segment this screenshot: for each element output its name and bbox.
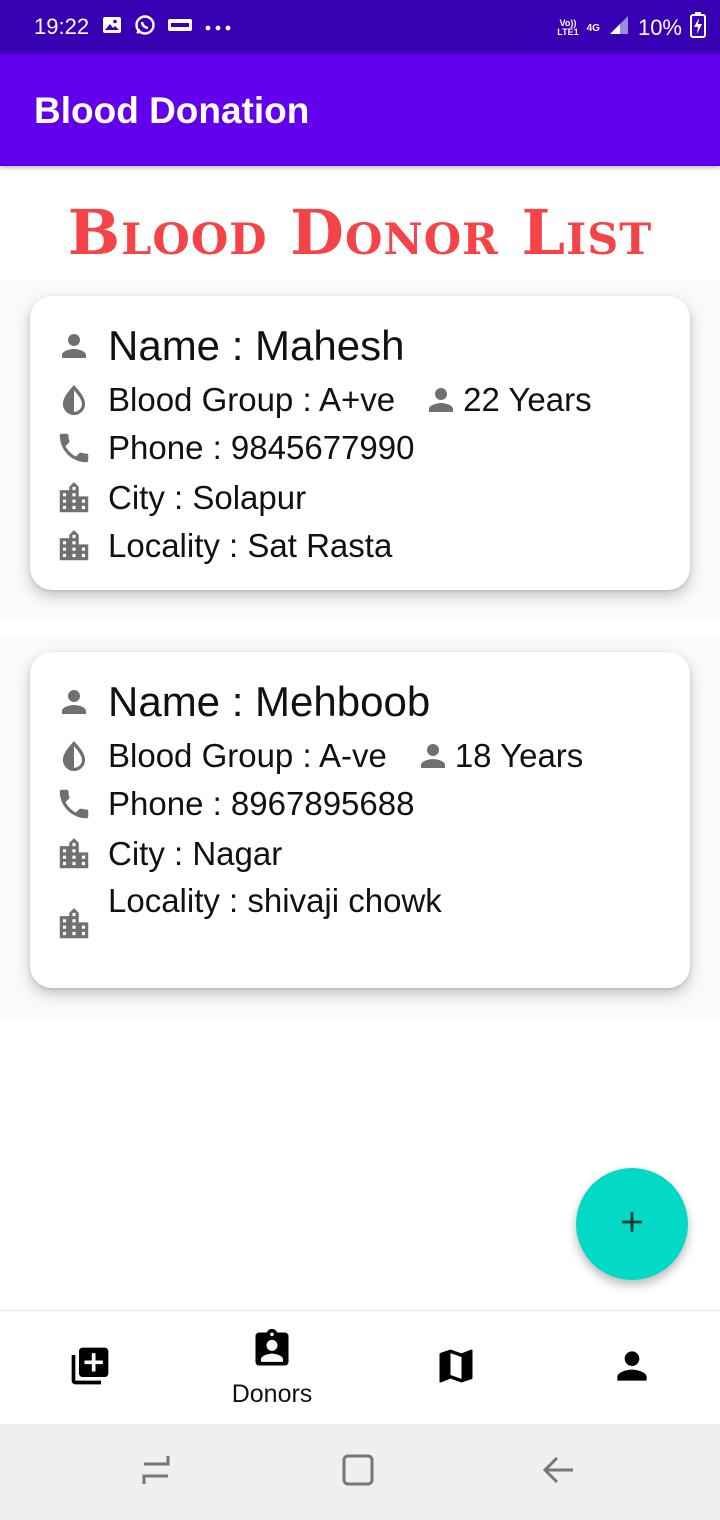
back-button[interactable]	[536, 1452, 580, 1492]
nav-item-add-donor[interactable]	[0, 1311, 180, 1425]
app-bar	[0, 54, 720, 166]
idea-icon	[168, 17, 192, 38]
phone-row	[54, 428, 414, 468]
bottom-navigation	[0, 1310, 720, 1425]
page-title: Blood Donor List	[67, 196, 653, 269]
person-icon	[610, 1344, 654, 1393]
whatsapp-icon	[134, 14, 156, 41]
phone-icon	[54, 428, 94, 468]
phone-icon	[54, 784, 94, 824]
back-arrow-icon	[539, 1452, 577, 1493]
donor-name: Name : Mahesh	[108, 322, 405, 369]
battery-charging-icon	[690, 12, 706, 44]
donor-locality: Locality : shivaji chowk	[108, 882, 442, 919]
volte-indicator: Vo)) LTE1	[557, 18, 579, 37]
city-row	[54, 834, 282, 874]
city-icon	[54, 834, 94, 874]
donor-phone[interactable]: Phone : 8967895688	[108, 785, 415, 822]
home-button[interactable]	[336, 1452, 380, 1492]
donor-age: 22 Years	[463, 381, 592, 418]
assignment-ind-icon	[250, 1327, 294, 1376]
home-square-icon	[340, 1452, 376, 1493]
map-icon	[434, 1344, 478, 1393]
person-icon	[54, 682, 94, 722]
more-dots-icon	[204, 19, 232, 37]
city-icon	[54, 478, 94, 518]
age-group	[413, 736, 583, 776]
locality-row	[54, 882, 442, 944]
recent-apps-icon	[138, 1452, 174, 1493]
system-navigation-bar	[0, 1424, 720, 1520]
donor-city: City : Nagar	[108, 835, 283, 872]
blood-drop-icon	[54, 736, 94, 776]
nav-item-donors[interactable]	[182, 1311, 362, 1425]
city-icon	[54, 904, 94, 944]
blood-group-row	[54, 380, 592, 420]
blood-group: Blood Group : A-ve	[108, 737, 387, 774]
donor-name-row	[54, 322, 404, 370]
plus-icon	[615, 1205, 649, 1244]
recent-apps-button[interactable]	[134, 1452, 178, 1492]
donor-locality: Locality : Sat Rasta	[108, 527, 393, 564]
city-row	[54, 478, 306, 518]
add-donor-fab[interactable]	[576, 1168, 688, 1280]
nav-item-profile[interactable]	[542, 1311, 720, 1425]
signal-icon	[608, 14, 630, 42]
donor-phone[interactable]: Phone : 9845677990	[108, 429, 415, 466]
locality-row	[54, 526, 392, 566]
city-icon	[54, 526, 94, 566]
app-title: Blood Donation	[34, 90, 310, 131]
nav-label-donors: Donors	[231, 1380, 313, 1408]
donor-city: City : Solapur	[108, 479, 307, 516]
blood-group-row	[54, 736, 583, 776]
notification-icons	[102, 14, 232, 41]
donor-name: Name : Mehboob	[108, 678, 431, 725]
status-right	[557, 12, 706, 44]
network-type: 4G	[586, 22, 600, 34]
status-time: 19:22	[34, 14, 90, 39]
phone-row	[54, 784, 414, 824]
donor-age: 18 Years	[454, 737, 584, 774]
add-library-icon	[68, 1344, 112, 1393]
person-icon	[421, 380, 461, 420]
donor-card[interactable]	[30, 296, 690, 590]
person-icon	[54, 326, 94, 366]
status-bar	[0, 0, 720, 54]
donor-card[interactable]	[30, 652, 690, 988]
donor-name-row	[54, 678, 430, 726]
battery-text: 10%	[637, 15, 682, 40]
image-icon	[102, 15, 122, 40]
blood-drop-icon	[54, 380, 94, 420]
blood-group: Blood Group : A+ve	[108, 381, 396, 418]
person-icon	[413, 736, 453, 776]
nav-item-map[interactable]	[366, 1311, 546, 1425]
age-group	[421, 380, 591, 420]
